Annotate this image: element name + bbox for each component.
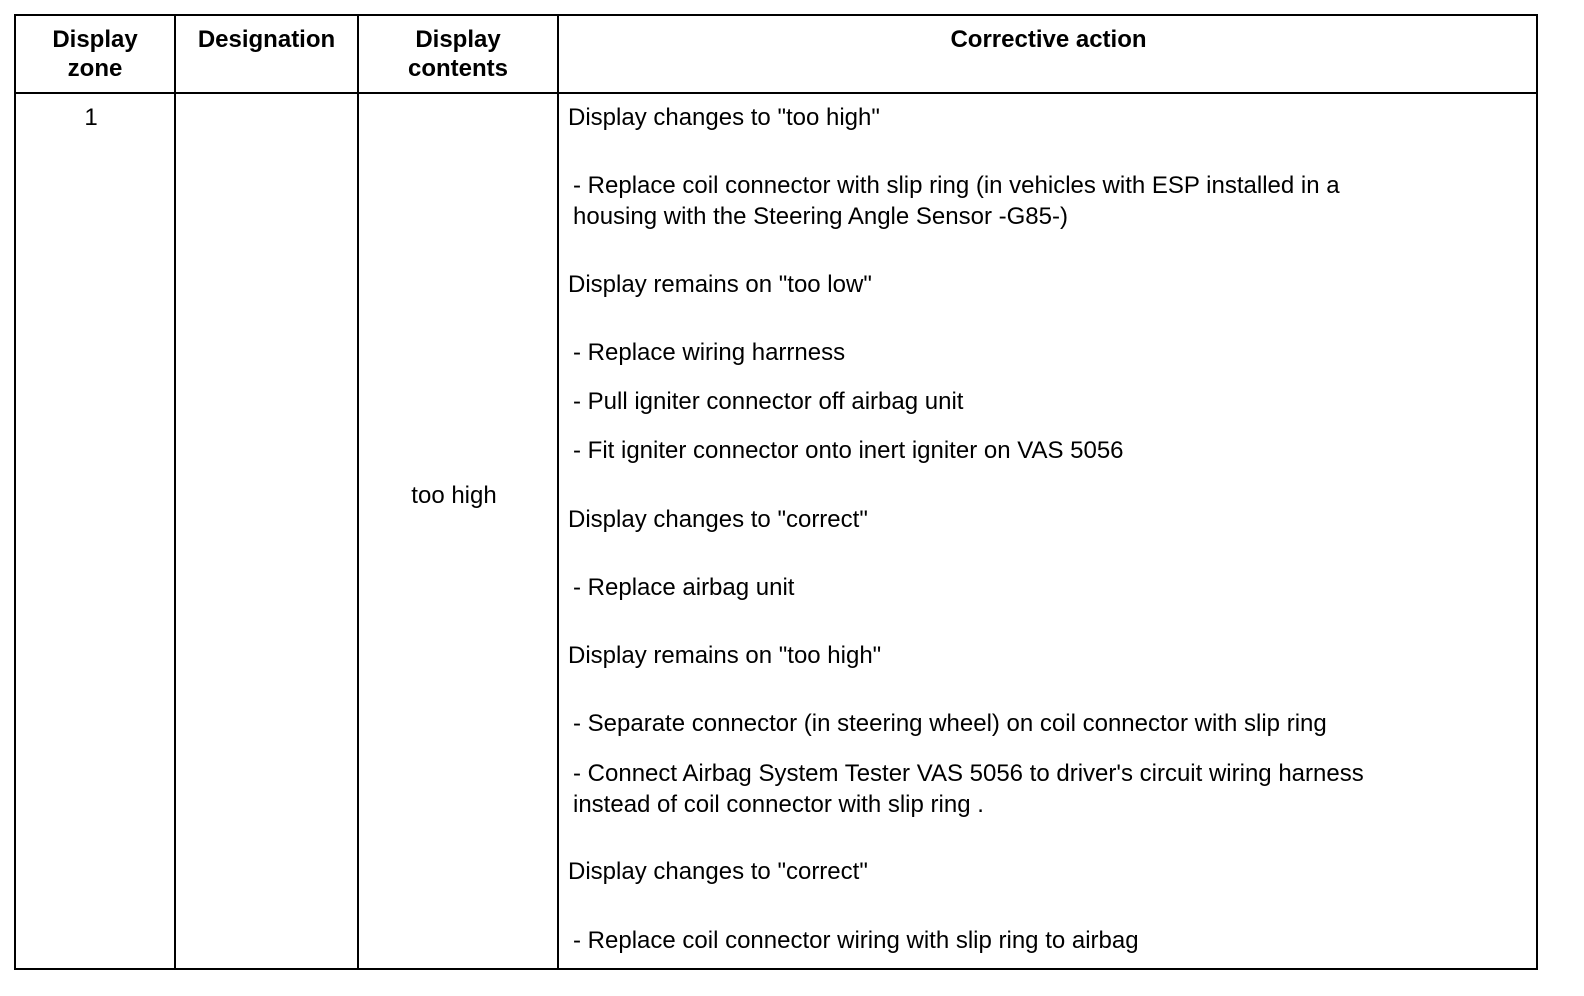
action-line: - Replace coil connector with slip ring (in vehicles with ESP installed in a bbox=[573, 172, 1340, 199]
cell-display-zone: 1 bbox=[84, 104, 98, 131]
action-line: Display changes to "too high" bbox=[568, 104, 880, 131]
action-line: - Separate connector (in steering wheel) on coil connector with slip ring bbox=[573, 710, 1327, 737]
action-line: Display remains on "too high" bbox=[568, 642, 882, 669]
action-line: housing with the Steering Angle Sensor -G85-) bbox=[573, 203, 1068, 230]
column-divider-3 bbox=[557, 14, 559, 970]
action-line: - Pull igniter connector off airbag unit bbox=[573, 388, 964, 415]
action-line: Display changes to "correct" bbox=[568, 858, 868, 885]
action-line: Display remains on "too low" bbox=[568, 271, 872, 298]
header-row-divider bbox=[14, 92, 1538, 94]
action-line: instead of coil connector with slip ring . bbox=[573, 791, 984, 818]
header-designation: Designation bbox=[197, 26, 336, 53]
action-line: Display changes to "correct" bbox=[568, 506, 868, 533]
action-line: - Fit igniter connector onto inert igniter on VAS 5056 bbox=[573, 437, 1124, 464]
header-display-contents: Display contents bbox=[407, 26, 508, 82]
action-line: - Replace airbag unit bbox=[573, 574, 795, 601]
header-display-zone: Display zone bbox=[52, 26, 138, 82]
action-line: - Replace wiring harrness bbox=[573, 339, 846, 366]
action-line: - Connect Airbag System Tester VAS 5056 to driver's circuit wiring harness bbox=[573, 760, 1364, 787]
column-divider-1 bbox=[174, 14, 176, 970]
action-line: - Replace coil connector wiring with slip ring to airbag bbox=[573, 927, 1139, 954]
corrective-action-table bbox=[14, 14, 1538, 970]
cell-display-contents: too high bbox=[411, 482, 497, 509]
header-corrective-action: Corrective action bbox=[950, 26, 1147, 53]
